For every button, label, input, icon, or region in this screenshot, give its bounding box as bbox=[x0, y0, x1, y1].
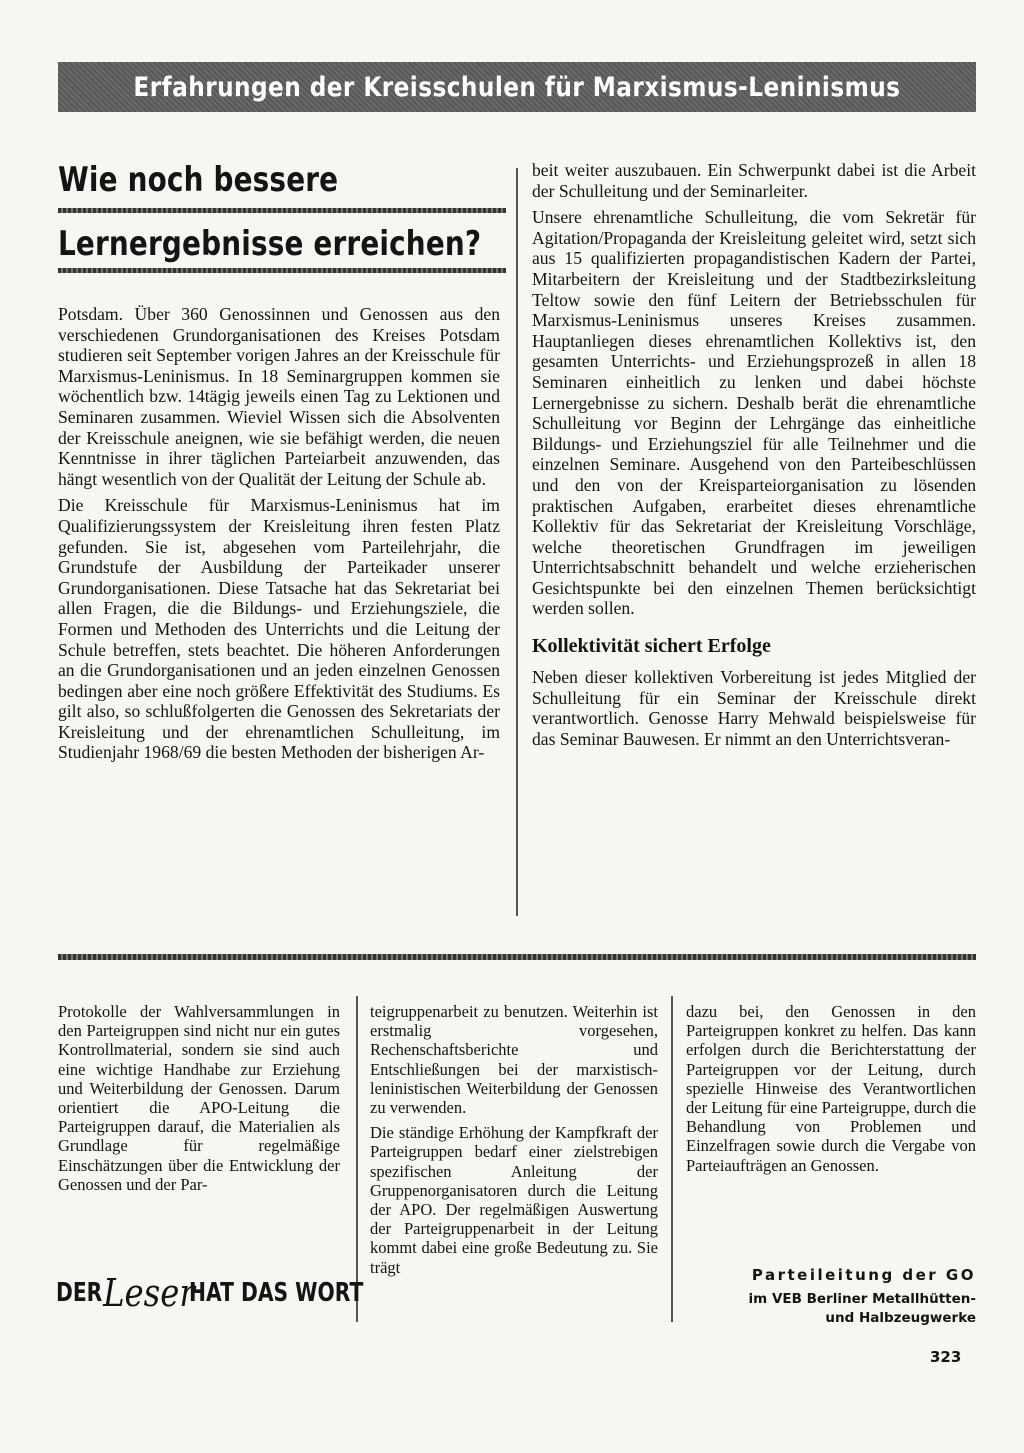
article-right-column bbox=[532, 160, 976, 755]
headline-line-2: Lernergebnisse erreichen? bbox=[58, 224, 482, 264]
reader-letter-logo bbox=[56, 1268, 364, 1318]
logo-hat-das-wort: HAT DAS WORT bbox=[189, 1278, 364, 1308]
article-paragraph-2: Die Kreisschule für Marxismus-Leninismus hat im Qualifizierungssystem der Kreisleitung ihren festen Platz gefunden. Sie ist, abgesehen vom Parteilehrjahr, die Grundstufe der Ausbildung der Parteikader unserer Grundorganisationen. Diese Tatsache hat das Sekretariat bei allen Fragen, die die Bildungs- und Erziehungsziele, die Formen und Methoden des Unterrichts und die Leitung der Schule betreffen, stets beachtet. Die höheren Anforderungen an die Grundorganisationen und an jeden einzelnen Genossen bedingen aber eine noch größere Effektivität des Studiums. Es gilt also, so schlußfolgerten die Genossen des Sekretariats der Kreisleitung und der ehrenamtlichen Schulleitung, im Studienjahr 1968/69 die besten Methoden der bisherigen Ar- bbox=[58, 495, 500, 763]
article-left-column bbox=[58, 304, 500, 769]
logo-leser-script: Leser bbox=[103, 1271, 196, 1315]
section-banner bbox=[58, 62, 976, 112]
banner-title: Erfahrungen der Kreisschulen für Marxismus-Leninismus bbox=[133, 71, 901, 103]
page-number: 323 bbox=[930, 1348, 962, 1366]
letter-paragraph-4: dazu bei, den Genossen in den Parteigruppen konkret zu helfen. Das kann erfolgen durch die Berichterstattung der Parteigruppen vor der Leitung, durch spezielle Hinweise des Verantwortlichen der Leitung für eine Parteigruppe, durch die Behandlung von Problemen und Einzelfragen sowie durch die Vergabe von Parteiaufträgen an Genossen. bbox=[686, 1002, 977, 1175]
article-subheading: Kollektivität sichert Erfolge bbox=[532, 635, 771, 658]
letter-paragraph-1: Protokolle der Wahlversammlungen in den Parteigruppen sind nicht nur ein gutes Kontrollmaterial, sondern sie sind auch eine wichtige Handhabe zur Erziehung und Weiterbildung der Genossen. Darum orientiert die APO-Leitung die Parteigruppen darauf, die Materialien als Grundlage für regelmäßige Einschätzungen über die Entwicklung der Genossen und der Par- bbox=[58, 1002, 340, 1194]
letter-divider-1 bbox=[356, 996, 358, 1322]
article-paragraph-5: Neben dieser kollektiven Vorbereitung ist jedes Mitglied der Schulleitung für ein Seminar der Kreisschule direkt verantwortlich. Genosse Harry Mehwald beispielsweise für das Seminar Bauwesen. Er nimmt an den Unterrichtsveran- bbox=[532, 667, 976, 749]
headline-rule-2 bbox=[58, 268, 506, 273]
headline-line-1: Wie noch bessere bbox=[58, 160, 339, 200]
section-separator bbox=[58, 954, 976, 960]
logo-der: DER bbox=[56, 1278, 103, 1308]
article-paragraph-3: beit weiter auszubauen. Ein Schwerpunkt dabei ist die Arbeit der Schulleitung und der Seminarleiter. bbox=[532, 160, 976, 201]
letter-paragraph-2: teigruppenarbeit zu benutzen. Weiterhin ist erstmalig vorgesehen, Rechenschaftsberichte und Entschließungen bei der marxistisch-leninistischen Weiterbildung der Genossen zu verwenden. bbox=[370, 1002, 658, 1118]
article-paragraph-4: Unsere ehrenamtliche Schulleitung, die vom Sekretär für Agitation/Propaganda der Kreisleitung geleitet wird, setzt sich aus 15 qualifizierten propagandistischen Kadern der Partei, Mitarbeitern der Kreisleitung und der Stadtbezirksleitung Teltow sowie den fünf Leitern der Betriebsschulen für Marxismus-Leninismus unseres Kreises zusammen. Hauptanliegen dieses ehrenamtlichen Kollektivs ist, den gesamten Unterrichts- und Erziehungsprozeß in allen 18 Seminaren einheitlich zu lenken und dabei höchste Lernergebnisse zu sichern. Deshalb berät die ehrenamtliche Schulleitung vor Beginn der Lehrgänge das einheitliche Bildungs- und Erziehungsziel für alle Teilnehmer und die einzelnen Seminare. Ausgehend von den Parteibeschlüssen und den von der Kreisparteiorganisation zu lösenden praktischen Aufgaben, erarbeitet dieses ehrenamtliche Kollektiv für das Sekretariat der Kreisleitung Vorschläge, welche theoretischen Grundfragen im jeweiligen Unterrichtsabschnitt behandelt und welche erzieherischen Gesichtspunkte bei den einzelnen Themen berücksichtigt werden sollen. bbox=[532, 207, 976, 619]
letter-column-1 bbox=[58, 1002, 340, 1200]
signature-line-2: im VEB Berliner Metallhütten- bbox=[748, 1291, 976, 1307]
headline-rule-1 bbox=[58, 208, 506, 213]
signature-line-1: Parteileitung der GO bbox=[751, 1266, 976, 1284]
article-paragraph-1: Potsdam. Über 360 Genossinnen und Genossen aus den verschiedenen Grundorganisationen des Kreises Potsdam studieren seit September vorigen Jahres an der Kreisschule für Marxismus-Leninismus. In 18 Seminargruppen kommen sie wöchentlich bzw. 14tägig jeweils einen Tag zu Lektionen und Seminaren zusammen. Wieviel Wissen sich die Absolventen der Kreisschule aneignen, wie sie befähigt werden, die neuen Kenntnisse in ihrer täglichen Parteiarbeit anzuwenden, das hängt wesentlich von der Qualität der Leitung der Schule ab. bbox=[58, 304, 500, 489]
letter-column-2 bbox=[370, 1002, 658, 1283]
letter-column-3 bbox=[686, 1002, 976, 1181]
signature-line-3: und Halbzeugwerke bbox=[825, 1310, 976, 1326]
letter-paragraph-3: Die ständige Erhöhung der Kampfkraft der Parteigruppen bedarf einer zielstrebigen spezifischen Anleitung der Gruppenorganisatoren durch die Leitung der APO. Der regelmäßigen Auswertung der Parteigruppenarbeit in der Leitung kommt dabei eine große Bedeutung zu. Sie trägt bbox=[370, 1123, 658, 1277]
column-divider bbox=[516, 168, 518, 916]
letter-divider-2 bbox=[671, 996, 673, 1322]
